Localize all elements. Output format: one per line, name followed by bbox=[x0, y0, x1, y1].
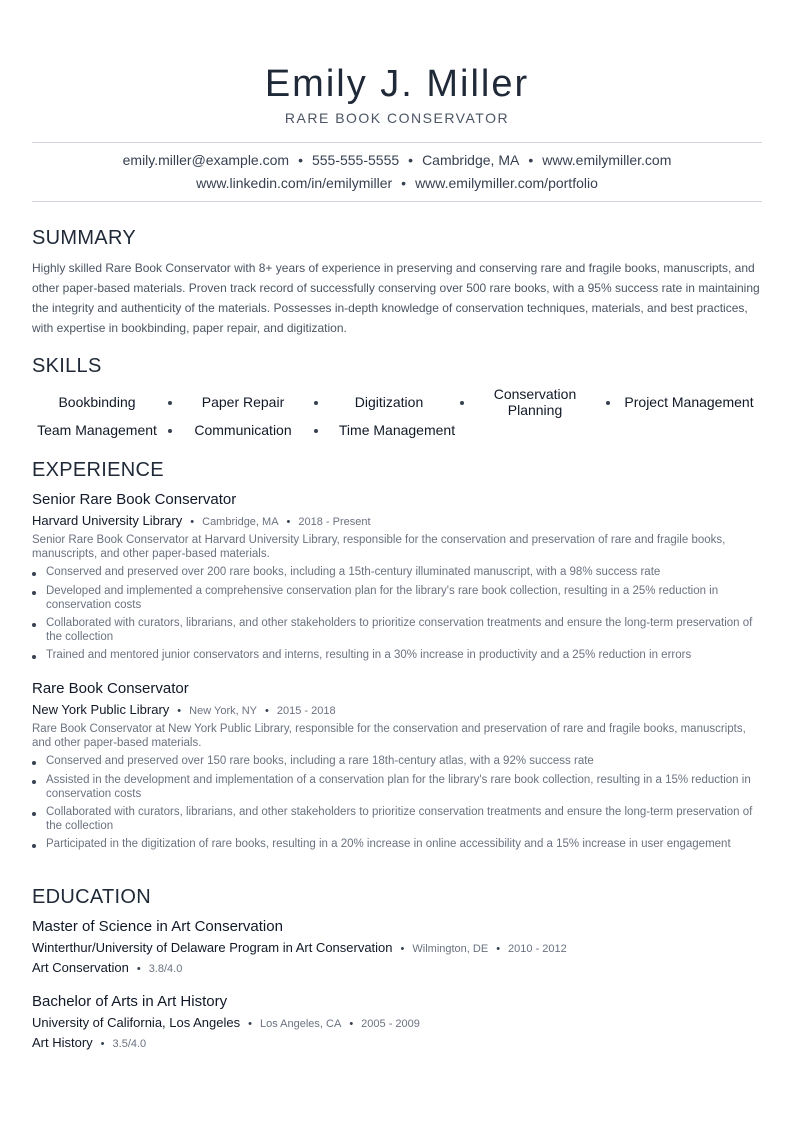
degree-title: Bachelor of Arts in Art History bbox=[32, 993, 228, 1010]
job-achievement: Collaborated with curators, librarians, and other stakeholders to prioritize conservation treatments and ensure the long-term preservation of the collection bbox=[46, 617, 753, 643]
contact-website[interactable]: www.emilymiller.com bbox=[542, 152, 672, 168]
school-line bbox=[32, 940, 567, 955]
gpa: 3.5/4.0 bbox=[112, 1038, 147, 1050]
candidate-title: RARE BOOK CONSERVATOR bbox=[284, 110, 510, 126]
bullet-dot bbox=[32, 623, 36, 627]
degree-title: Master of Science in Art Conservation bbox=[32, 918, 283, 935]
bullet-dot bbox=[32, 572, 36, 576]
job-achievement: Assisted in the development and implementation of a conservation plan for the library's rare book collection, resulting in a 15% reduction in conservation costs bbox=[46, 774, 751, 800]
field-line bbox=[32, 1035, 146, 1050]
school-name: University of California, Los Angeles bbox=[32, 1015, 241, 1030]
gpa: 3.8/4.0 bbox=[148, 963, 183, 975]
field-of-study: Art History bbox=[32, 1035, 93, 1050]
skill-item: Digitization bbox=[354, 394, 424, 410]
skill-item: Time Management bbox=[338, 422, 456, 438]
bullet-dot bbox=[32, 844, 36, 848]
field-line bbox=[32, 960, 182, 975]
separator-dot: • bbox=[190, 516, 195, 528]
summary-heading: SUMMARY bbox=[32, 227, 136, 249]
header-divider-top bbox=[32, 142, 762, 143]
school-name: Winterthur/University of Delaware Program in Art Conservation bbox=[32, 940, 393, 955]
contact-line-1 bbox=[0, 152, 794, 168]
skill-separator bbox=[606, 401, 610, 405]
education-heading: EDUCATION bbox=[32, 886, 151, 908]
skill-item: Conservation Planning bbox=[493, 386, 577, 418]
skill-separator bbox=[168, 401, 172, 405]
contact-phone[interactable]: 555-555-5555 bbox=[311, 152, 400, 168]
separator-dot: • bbox=[177, 705, 182, 717]
school-dates: 2010 - 2012 bbox=[508, 943, 567, 955]
job-title: Senior Rare Book Conservator bbox=[32, 491, 237, 508]
separator-dot: • bbox=[286, 516, 291, 528]
job-location: New York, NY bbox=[189, 705, 258, 717]
contact-location: Cambridge, MA bbox=[422, 152, 520, 168]
bullet-dot bbox=[32, 812, 36, 816]
skill-item: Paper Repair bbox=[201, 394, 285, 410]
separator-dot: • bbox=[408, 152, 414, 168]
bullet-dot bbox=[32, 780, 36, 784]
separator-dot: • bbox=[401, 175, 407, 191]
job-achievement: Conserved and preserved over 150 rare books, including a rare 18th-century atlas, with a 92% success rate bbox=[46, 755, 594, 767]
separator-dot: • bbox=[298, 152, 303, 168]
bullet-dot bbox=[32, 761, 36, 765]
skill-item: Bookbinding bbox=[58, 394, 136, 410]
school-dates: 2005 - 2009 bbox=[361, 1018, 420, 1030]
skill-separator bbox=[168, 429, 172, 433]
job-description: Rare Book Conservator at New York Public Library, responsible for the conservation and preservation of rare and fragile books, manuscripts, and other paper-based materials. bbox=[32, 723, 746, 749]
job-organization: New York Public Library bbox=[32, 702, 170, 717]
skill-separator bbox=[314, 429, 318, 433]
summary-text: Highly skilled Rare Book Conservator with 8+ years of experience in preserving and conserving rare and fragile books, manuscripts, and other paper-based materials. Proven track record of successfully conserving over 500 rare books, with a 95% success rate in maintaining the integrity and authenticity of the materials. Possesses in-depth knowledge of conservation techniques, materials, and best practices, with expertise in bookbinding, paper repair, and digitization. bbox=[32, 261, 760, 335]
contact-email[interactable]: emily.miller@example.com bbox=[122, 152, 290, 168]
skill-item: Project Management bbox=[624, 394, 754, 410]
header-divider-bottom bbox=[32, 201, 762, 202]
separator-dot: • bbox=[496, 943, 501, 955]
bullet-dot bbox=[32, 591, 36, 595]
separator-dot: • bbox=[528, 152, 534, 168]
job-achievement: Trained and mentored junior conservators and interns, resulting in a 30% increase in productivity and a 25% reduction in errors bbox=[46, 649, 692, 661]
school-line bbox=[32, 1015, 420, 1030]
skill-item: Team Management bbox=[37, 422, 157, 438]
job-achievement: Developed and implemented a comprehensive conservation plan for the library's rare book collection, resulting in a 25% reduction in conservation costs bbox=[46, 585, 719, 611]
experience-heading: EXPERIENCE bbox=[32, 459, 164, 481]
job-dates: 2018 - Present bbox=[298, 516, 371, 528]
skills-heading: SKILLS bbox=[32, 355, 102, 377]
school-location: Los Angeles, CA bbox=[259, 1018, 342, 1030]
separator-dot: • bbox=[136, 963, 141, 975]
bullet-dot bbox=[32, 655, 36, 659]
job-dates: 2015 - 2018 bbox=[276, 705, 336, 717]
separator-dot: • bbox=[248, 1018, 252, 1030]
job-organization: Harvard University Library bbox=[32, 513, 183, 528]
separator-dot: • bbox=[349, 1018, 354, 1030]
separator-dot: • bbox=[265, 705, 269, 717]
school-location: Wilmington, DE bbox=[412, 943, 489, 955]
job-achievement: Conserved and preserved over 200 rare books, including a 15th-century illuminated manuscript, with a 98% success rate bbox=[46, 566, 661, 578]
field-of-study: Art Conservation bbox=[32, 960, 129, 975]
contact-line-2 bbox=[0, 175, 794, 191]
candidate-name: Emily J. Miller bbox=[264, 63, 530, 105]
job-achievement: Collaborated with curators, librarians, and other stakeholders to prioritize conservation treatments and ensure the long-term preservation of the collection bbox=[46, 806, 753, 832]
skill-separator bbox=[460, 401, 464, 405]
job-achievement: Participated in the digitization of rare books, resulting in a 20% increase in online accessibility and a 15% increase in user engagement bbox=[46, 838, 731, 850]
job-description: Senior Rare Book Conservator at Harvard University Library, responsible for the conservation and preservation of rare and fragile books, manuscripts, and other paper-based materials. bbox=[32, 534, 726, 560]
contact-portfolio[interactable]: www.emilymiller.com/portfolio bbox=[415, 175, 598, 191]
contact-linkedin[interactable]: www.linkedin.com/in/emilymiller bbox=[196, 175, 393, 191]
job-title: Rare Book Conservator bbox=[32, 680, 189, 697]
job-location: Cambridge, MA bbox=[202, 516, 279, 528]
job-org-line bbox=[32, 702, 336, 717]
separator-dot: • bbox=[400, 943, 405, 955]
skill-item: Communication bbox=[194, 422, 292, 438]
skill-separator bbox=[314, 401, 318, 405]
job-org-line bbox=[32, 513, 371, 528]
separator-dot: • bbox=[100, 1038, 105, 1050]
